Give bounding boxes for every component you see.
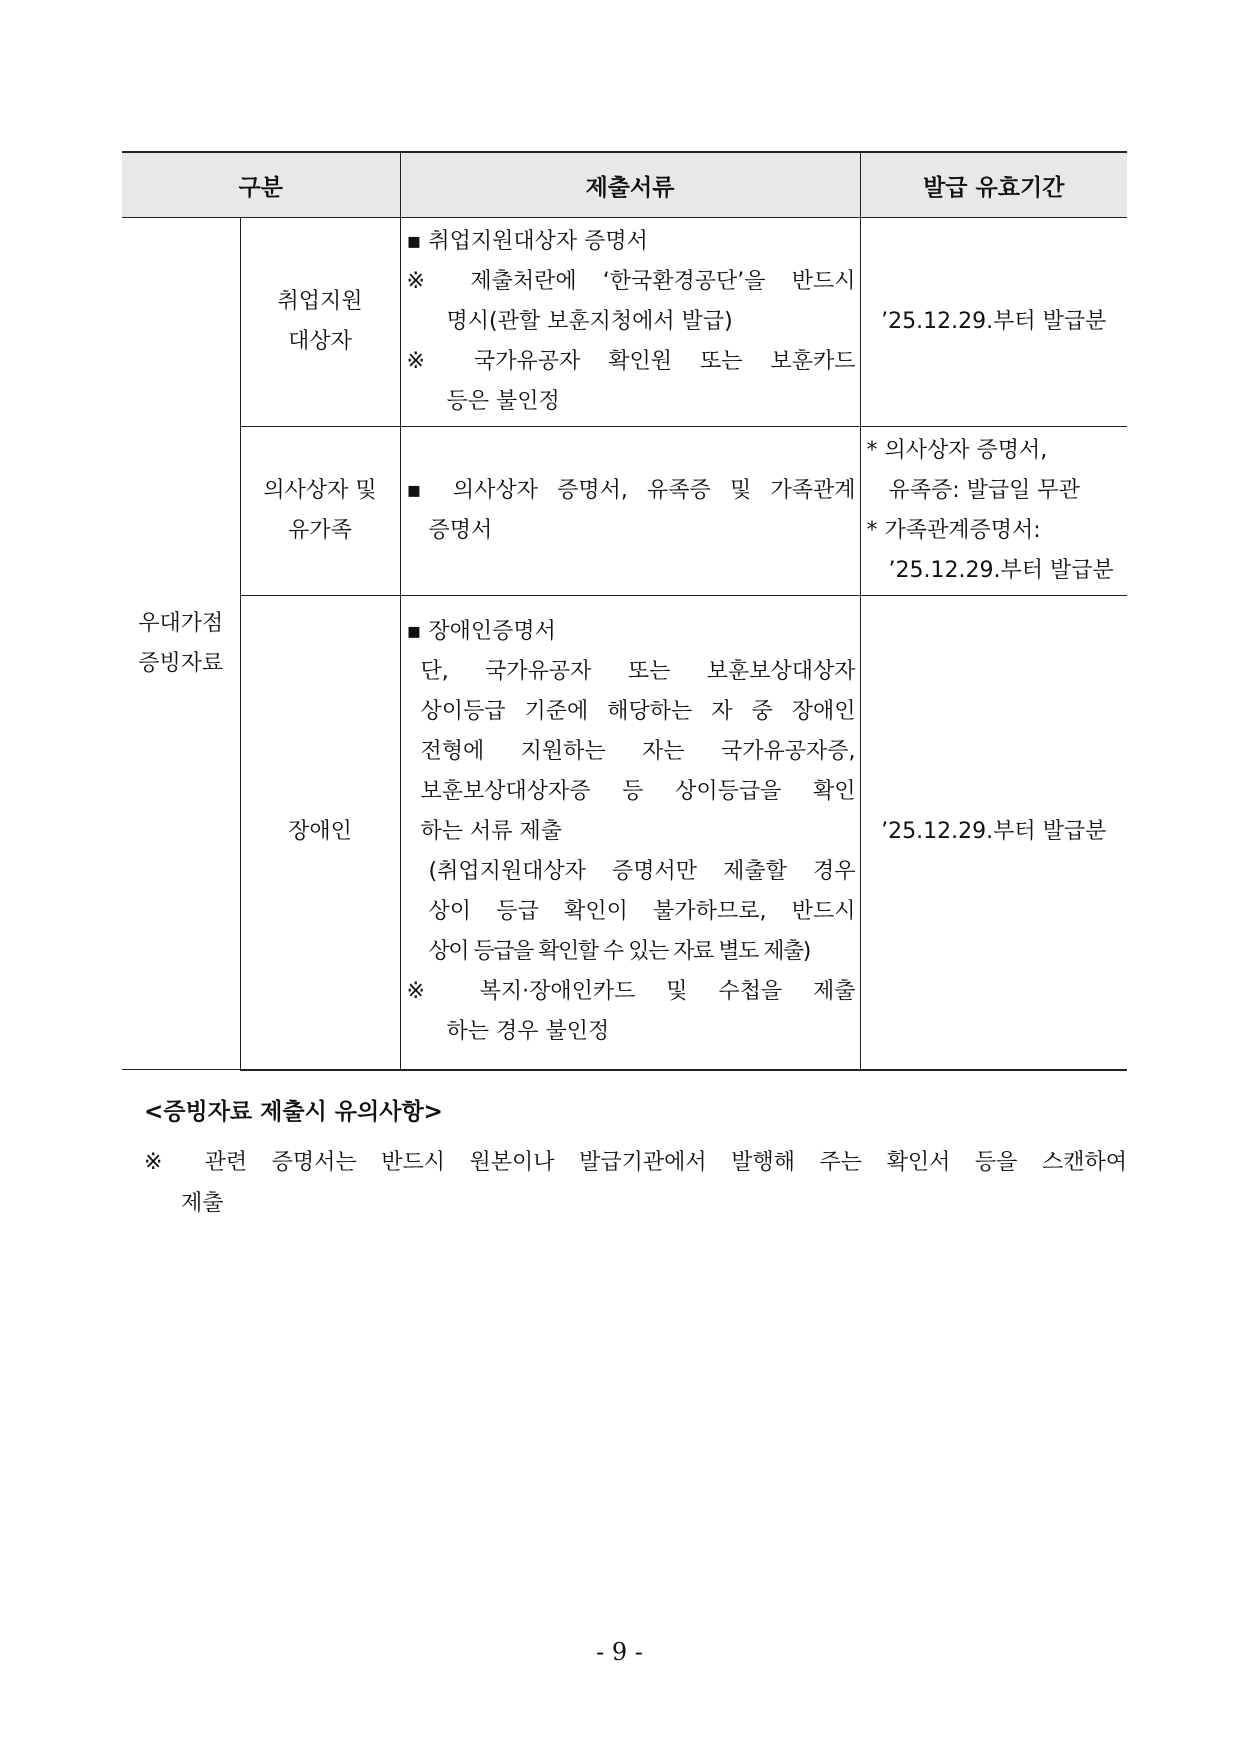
table-row-disabled — [122, 596, 1127, 1070]
evidence-documents-table — [122, 151, 1127, 1071]
document-line: 상이 등급 확인이 불가하므로, 반드시 — [428, 899, 856, 925]
documents-cell — [400, 427, 860, 596]
subcategory-line: 유가족 — [288, 518, 352, 543]
note-text: ※ 관련 증명서는 반드시 원본이나 발급기관에서 발행해 주는 확인서 등을 스캔하여 — [144, 1150, 1127, 1175]
document-line: 상이 등급을 확인할 수 있는 자료 별도 제출) — [428, 939, 810, 965]
table-header-row — [122, 152, 1127, 218]
subcategory-cell — [240, 218, 400, 427]
validity-cell — [860, 596, 1127, 1070]
document-line: 단, 국가유공자 또는 보훈보상대상자 — [420, 659, 856, 685]
document-line: ※ 제출처란에 ‘한국환경공단’을 반드시 — [406, 269, 856, 294]
document-line: 상이등급 기준에 해당하는 자 중 장애인 — [420, 699, 856, 725]
category-cell — [122, 218, 240, 1070]
validity-cell — [860, 427, 1127, 596]
page-number: - 9 - — [596, 1638, 643, 1666]
validity-line: 유족증: 발급일 무관 — [888, 478, 1080, 503]
subcategory-line: 취업지원 — [277, 289, 363, 314]
subcategory-line: 대상자 — [288, 329, 352, 354]
header-validity: 발급 유효기간 — [860, 152, 1127, 218]
document-line: (취업지원대상자 증명서만 제출할 경우 — [428, 859, 856, 885]
subcategory-cell — [240, 596, 400, 1070]
document-line: 명시(관할 보훈지청에서 발급) — [446, 309, 733, 334]
table-row-employment-support — [122, 218, 1127, 427]
validity-line: ’25.12.29.부터 발급분 — [881, 819, 1107, 845]
validity-line: ’25.12.29.부터 발급분 — [888, 558, 1114, 583]
document-line: ▪ 장애인증명서 — [406, 619, 556, 645]
validity-cell — [860, 218, 1127, 427]
validity-line: * 가족관계증명서: — [866, 518, 1041, 543]
document-line: ※ 복지·장애인카드 및 수첩을 제출 — [406, 979, 856, 1005]
table-row-bereaved — [122, 427, 1127, 596]
notes-title: <증빙자료 제출시 유의사항> — [144, 1099, 443, 1125]
document-line: ※ 국가유공자 확인원 또는 보훈카드 — [406, 349, 856, 374]
document-line: 하는 경우 불인정 — [446, 1019, 610, 1045]
document-line: 하는 서류 제출 — [420, 819, 562, 845]
subcategory-line: 장애인 — [288, 819, 352, 845]
validity-line: ’25.12.29.부터 발급분 — [881, 309, 1107, 334]
document-line: 증명서 — [428, 518, 493, 543]
category-label-line1: 우대가점 — [138, 610, 224, 636]
validity-line: * 의사상자 증명서, — [866, 438, 1048, 463]
document-line: 전형에 지원하는 자는 국가유공자증, — [420, 739, 856, 765]
note-text-continued: 제출 — [181, 1191, 224, 1216]
document-line: ▪ 의사상자 증명서, 유족증 및 가족관계 — [406, 478, 856, 503]
subcategory-cell — [240, 427, 400, 596]
document-line: ▪ 취업지원대상자 증명서 — [406, 229, 648, 254]
subcategory-line: 의사상자 및 — [263, 478, 377, 503]
documents-cell — [400, 218, 860, 427]
document-line: 보훈보상대상자증 등 상이등급을 확인 — [420, 779, 856, 805]
header-documents: 제출서류 — [400, 152, 860, 218]
category-label-line2: 증빙자료 — [138, 650, 224, 676]
document-line: 등은 불인정 — [446, 389, 560, 414]
documents-cell — [400, 596, 860, 1070]
header-category: 구분 — [122, 152, 400, 218]
